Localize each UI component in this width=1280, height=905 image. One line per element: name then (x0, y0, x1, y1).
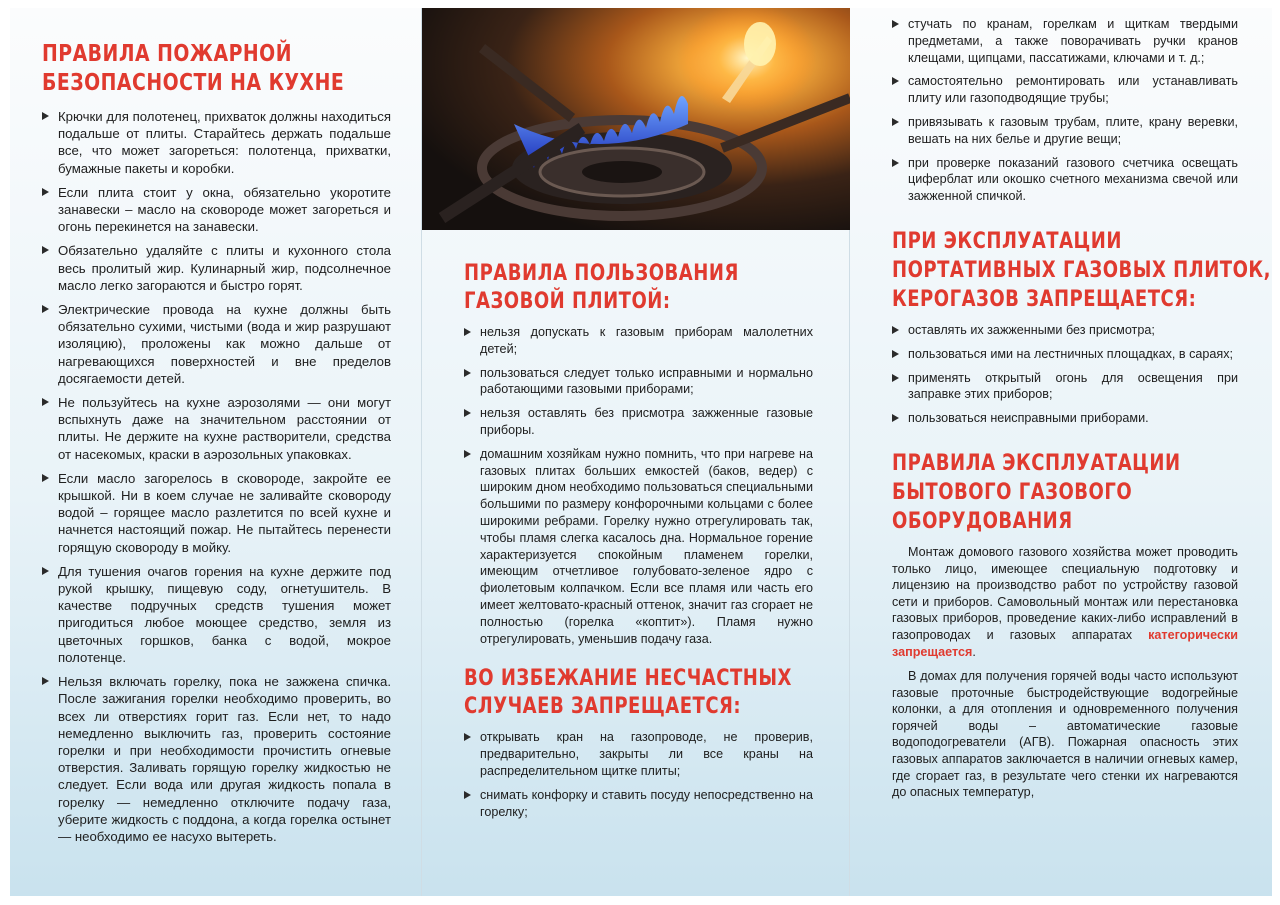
title-line: КЕРОГАЗОВ ЗАПРЕЩАЕТСЯ: (892, 286, 1197, 312)
bullet-arrow-icon (464, 369, 471, 377)
title-line: БЕЗОПАСНОСТИ НА КУХНЕ (42, 70, 345, 96)
portable-stoves-section (892, 227, 1272, 427)
list-item-text: снимать конфорку и ставить посуду непосредственно на горелку; (480, 787, 813, 819)
list-item (892, 114, 1238, 148)
gas-stove-rules-list (464, 324, 813, 647)
list-item (42, 470, 391, 556)
gas-burner-illustration (422, 8, 850, 230)
list-item-text: Если масло загорелось в сковороде, закройте ее крышкой. Ни в коем случае не заливайте сковороду водой – горящее масло разлетится по всей кухне и начнется настоящий пожар. Не пытайтесь перенести горящую сковороду в мойку. (58, 470, 391, 555)
list-item-text: пользоваться неисправными приборами. (908, 411, 1149, 426)
bullet-arrow-icon (892, 326, 899, 334)
list-item (464, 365, 813, 399)
list-item (42, 242, 391, 294)
bullet-arrow-icon (892, 414, 899, 422)
list-item (892, 155, 1238, 205)
accident-prevention-list (464, 729, 813, 820)
bullet-arrow-icon (464, 733, 471, 741)
title-line: БЫТОВОГО ГАЗОВОГО (892, 479, 1133, 505)
list-item-text: самостоятельно ремонтировать или устанавливать плиту или газоподводящие трубы; (908, 74, 1238, 106)
list-item-text: стучать по кранам, горелкам и щиткам твердыми предметами, а также поворачивать ручки кранов клещами, щипцами, пассатижами, ключами и т. д.; (908, 17, 1238, 65)
list-item-text: нельзя оставлять без присмотра зажженные газовые приборы. (480, 406, 813, 437)
list-item-text: оставлять их зажженными без присмотра; (908, 322, 1155, 337)
list-item (42, 301, 391, 387)
bullet-arrow-icon (892, 118, 899, 126)
list-item-text: открывать кран на газопроводе, не проверив, предварительно, закрыты ли все краны на распределительном щитке плиты; (480, 730, 813, 778)
bullet-arrow-icon (464, 328, 471, 336)
list-item-text: Если плита стоит у окна, обязательно укоротите занавески – масло на сковороде может загореться и огонь перекинется на занавески. (58, 184, 391, 235)
bullet-arrow-icon (42, 188, 49, 196)
title-line: ПРАВИЛА ПОЖАРНОЙ (42, 41, 292, 67)
bullet-arrow-icon (464, 791, 471, 799)
list-item-text: применять открытый огонь для освещения при заправке этих приборов; (908, 370, 1238, 402)
list-item (464, 405, 813, 439)
gas-burner-photo (422, 8, 850, 230)
list-item (464, 446, 813, 648)
paragraph-end: . (972, 644, 976, 659)
title-line: ПРАВИЛА ЭКСПЛУАТАЦИИ (892, 450, 1181, 476)
panel-gas-stove (422, 8, 850, 896)
bullet-arrow-icon (892, 350, 899, 358)
list-item-text: Не пользуйтесь на кухне аэрозолями — они могут вспыхнуть даже на значительном расстоянии от плиты. Не держите на кухне растворители, средства от насекомых, краски в аэрозольных упаковках. (58, 395, 391, 462)
bullet-arrow-icon (42, 398, 49, 406)
list-item-text: при проверке показаний газового счетчика освещать циферблат или окошко счетного механизма свечой или зажженной спичкой. (908, 155, 1238, 204)
bullet-arrow-icon (42, 112, 49, 120)
list-item (42, 673, 391, 845)
title-line: ОБОРУДОВАНИЯ (892, 508, 1073, 534)
bullet-arrow-icon (464, 450, 471, 458)
title-line: ПОРТАТИВНЫХ ГАЗОВЫХ ПЛИТОК, (892, 257, 1272, 283)
equipment-rules-section (892, 449, 1238, 801)
title-line: ПРИ ЭКСПЛУАТАЦИИ (892, 228, 1122, 254)
list-item (464, 729, 813, 779)
panel2-content (422, 230, 849, 820)
bullet-arrow-icon (42, 474, 49, 482)
portable-stoves-list (892, 322, 1238, 427)
water-heater-paragraph: В домах для получения горячей воды часто используют газовые проточные быстродействующие водогрейные колонки, а для отопления и одновременного получения горячей воды – автоматические газовые водоподогреватели (АГВ). Пожарная опасность этих газовых аппаратов заключается в наличии огневых камер, где сгорает газ, в результате чего стенки их нагреваются до опасных температур, (892, 669, 1238, 800)
bullet-arrow-icon (892, 20, 899, 28)
title-line: СЛУЧАЕВ ЗАПРЕЩАЕТСЯ: (464, 694, 742, 720)
paragraph-text: Монтаж домового газового хозяйства может проводить только лицо, имеющее специальную подготовку и лицензию на производство работ по устройству газовой сети и приборов. Самовольный монтаж или перестановка газовых приборов, проведение каких-либо исправлений в газопроводах и газовых аппаратах (892, 544, 1238, 642)
title-line: ВО ИЗБЕЖАНИЕ НЕСЧАСТНЫХ (464, 666, 792, 692)
equipment-rules-title (892, 449, 1238, 536)
fire-safety-list (42, 108, 391, 845)
list-item (892, 322, 1238, 339)
list-item-text: Для тушения очагов горения на кухне держите под рукой крышку, пищевую соду, огнетушитель. В качестве подручных средств тушения может пригодиться любое моющее средство, земля из цветочных горшков, банка с водой, мокрое полотенце. (58, 563, 391, 665)
list-item (464, 787, 813, 821)
panel-fire-safety (10, 8, 422, 896)
bullet-arrow-icon (42, 677, 49, 685)
bullet-arrow-icon (892, 159, 899, 167)
bullet-arrow-icon (892, 374, 899, 382)
bullet-arrow-icon (42, 246, 49, 254)
forbidden-highlight: категорически запрещается (892, 627, 1239, 659)
bullet-arrow-icon (464, 409, 471, 417)
list-item-text: Обязательно удаляйте с плиты и кухонного стола весь пролитый жир. Кулинарный жир, подсолнечное масло легко загораются и быстро горят. (58, 243, 391, 293)
list-item (892, 346, 1238, 363)
list-item (42, 394, 391, 463)
forbidden-continued-list (892, 16, 1238, 205)
list-item (464, 324, 813, 358)
list-item (892, 73, 1238, 107)
list-item-text: Нельзя включать горелку, пока не зажжена спичка. После зажигания горелки необходимо проверить, во всех ли отверстиях горит газ. Если нет, то надо немедленно выключить газ, проверить состояние горелки и при необходимости прочистить огневые отверстия. Заливать горящую горелку жидкостью не следует. Если вода или другая жидкость попала в горелку — немедленно отключите подачу газа, уберите жидкость с поддона, а когда горелка остынет — необходимо ее насухо вытереть. (58, 674, 391, 844)
list-item (892, 370, 1238, 404)
portable-stoves-title (892, 227, 1272, 314)
list-item (892, 16, 1238, 66)
fire-safety-title (42, 40, 391, 98)
leaflet (10, 8, 1272, 896)
accident-prevention-section (464, 665, 813, 820)
list-item (42, 108, 391, 177)
bullet-arrow-icon (42, 567, 49, 575)
bullet-arrow-icon (42, 305, 49, 313)
list-item-text: пользоваться следует только исправными и нормально работающими газовыми приборами; (480, 365, 813, 397)
title-line: ГАЗОВОЙ ПЛИТОЙ: (464, 289, 671, 314)
list-item (42, 563, 391, 666)
list-item-text: пользоваться ими на лестничных площадках, в сараях; (908, 346, 1233, 361)
accident-prevention-title (464, 665, 813, 721)
bullet-arrow-icon (892, 77, 899, 85)
list-item-text: Крючки для полотенец, прихваток должны находиться подальше от плиты. Старайтесь держать подальше все, что может загореться: полотенца, прихватки, бумажные пакеты и коробки. (58, 109, 391, 176)
list-item-text: привязывать к газовым трубам, плите, крану веревки, вешать на них белье и другие вещи; (908, 114, 1238, 146)
installation-paragraph (892, 544, 1238, 660)
gas-stove-rules-title (464, 260, 813, 316)
list-item-text: нельзя допускать к газовым приборам малолетних детей; (480, 325, 813, 356)
list-item-text: Электрические провода на кухне должны быть обязательно сухими, чистыми (вода и жир разрушают изоляцию), проложены как можно дальше от нагревающихся поверхностей и вне пределов досягаемости детей. (58, 302, 391, 386)
list-item (42, 184, 391, 236)
title-line: ПРАВИЛА ПОЛЬЗОВАНИЯ (464, 261, 739, 286)
gas-stove-rules-section (464, 260, 813, 647)
list-item (892, 410, 1238, 427)
list-item-text: домашним хозяйкам нужно помнить, что при нагреве на газовых плитах больших емкостей (баков, ведер) с широким дном необходимо пользоваться специальными большими по размеру конфорочными кольцами с более широкими ребрами. Горелку нужно отрегулировать так, чтобы пламя слегка касалось дна. Нормальное горение характеризуется спокойным пламенем горелки, имеющим отчетливое голубовато-зеленое ядро с фиолетовым колпачком. Если все пламя или часть его имеет желтовато-красный оттенок, значит газ сгорает не полностью (горелка «коптит»). Пламя нужно отрегулировать, уменьшив подачу газа. (480, 446, 813, 646)
panel-equipment (850, 8, 1272, 896)
